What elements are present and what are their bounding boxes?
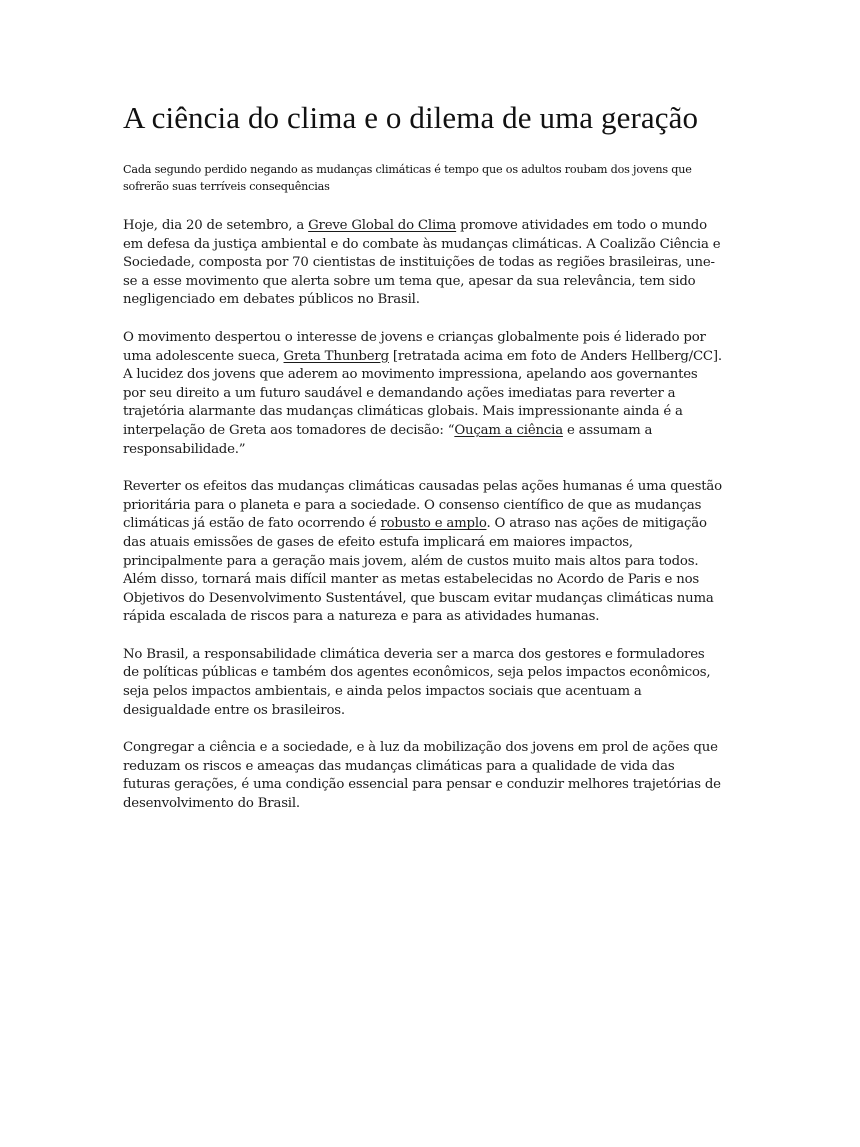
paragraph-2-text-c: e assumam a responsabilidade.”: [123, 422, 653, 457]
paragraph-4: [123, 646, 723, 720]
paragraph-2-text-b: [retratada acima em foto de Anders Hellberg/CC]. A lucidez dos jovens que aderem ao movimento impressiona, apelando aos governantes por seu direito a um futuro saudável e demandando ações imediatas para reverter a trajetória alarmante das mudanças climáticas globais. Mais impressionante ainda é a interpelação de Greta aos tomadores de decisão: “: [123, 348, 722, 438]
article-body: [123, 98, 723, 814]
paragraph-3-text-a: Reverter os efeitos das mudanças climáticas causadas pelas ações humanas é uma questão prioritária para o planeta e para a sociedade. O consenso científico de que as mudanças climáticas já estão de fato ocorrendo é: [123, 479, 722, 532]
paragraph-5-text: Congregar a ciência e a sociedade, e à luz da mobilização dos jovens em prol de ações que reduzam os riscos e ameaças das mudanças climáticas para a qualidade de vida das futuras gerações, é uma condição essencial para pensar e conduzir melhores trajetórias de desenvolvimento do Brasil.: [123, 740, 721, 812]
paragraph-5: [123, 739, 723, 813]
paragraph-1-text-b: promove atividades em todo o mundo em defesa da justiça ambiental e do combate às mudanças climáticas. A Coalizão Ciência e Sociedade, composta por 70 cientistas de instituições de todas as regiões brasileiras, une-se a esse movimento que alerta sobre um tema que, apesar da sua relevância, tem sido negligenciado em debates públicos no Brasil.: [123, 218, 721, 308]
paragraph-3-text-b: . O atraso nas ações de mitigação das atuais emissões de gases de efeito estufa implicará em maiores impactos, principalmente para a geração mais jovem, além de custos muito mais altos para todos. Além disso, tornará mais difícil manter as metas estabelecidas no Acordo de Paris e nos Objetivos do Desenvolvimento Sustentável, que buscam evitar mudanças climáticas numa rápida escalada de riscos para a natureza e para as atividades humanas.: [123, 516, 714, 625]
paragraph-4-text: No Brasil, a responsabilidade climática deveria ser a marca dos gestores e formuladores de políticas públicas e também dos agentes econômicos, seja pelos impactos econômicos, seja pelos impactos ambientais, e ainda pelos impactos sociais que acentuam a desigualdade entre os brasileiros.: [123, 646, 711, 718]
link-greta-thunberg[interactable]: Greta Thunberg: [283, 348, 389, 364]
article-subtitle: Cada segundo perdido negando as mudanças climáticas é tempo que os adultos roubam dos jovens que sofrerão suas terríveis consequências: [123, 163, 692, 193]
article-title: A ciência do clima e o dilema de uma geração: [123, 100, 699, 135]
paragraph-2-text-a: O movimento despertou o interesse de jovens e crianças globalmente pois é liderado por uma adolescente sueca,: [123, 329, 706, 364]
link-robusto-e-amplo[interactable]: robusto e amplo: [380, 516, 487, 532]
paragraph-3: [123, 478, 723, 627]
link-oucam-a-ciencia[interactable]: Ouçam a ciência: [454, 422, 563, 438]
paragraph-1-text-a: Hoje, dia 20 de setembro, a: [123, 218, 309, 233]
link-greve-global-do-clima[interactable]: Greve Global do Clima: [308, 218, 457, 233]
paragraph-2: [123, 329, 723, 459]
paragraph-1: [123, 217, 723, 310]
